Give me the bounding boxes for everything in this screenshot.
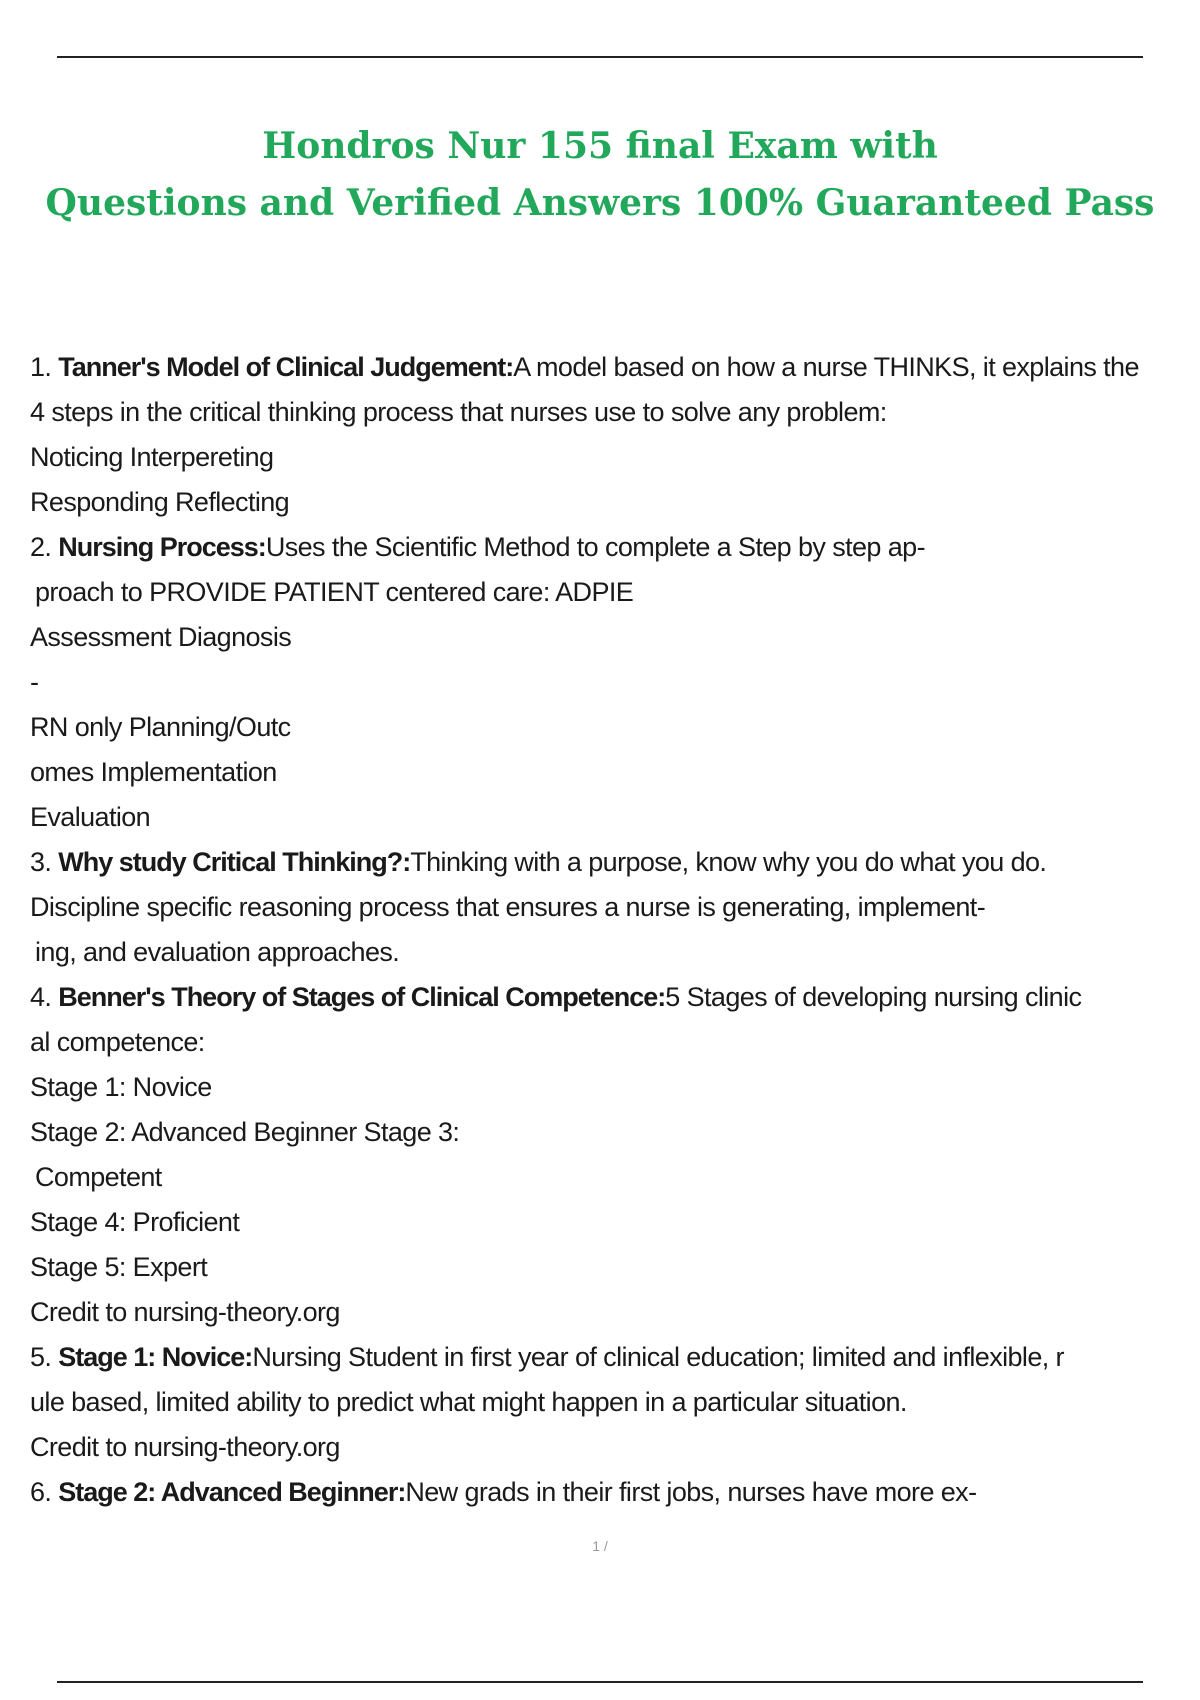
- item-number: 4.: [30, 982, 59, 1012]
- item-line: Credit to nursing-theory.org: [30, 1297, 340, 1327]
- document-title: [0, 118, 1200, 232]
- item-line: Stage 4: Proficient: [30, 1207, 240, 1237]
- item-line: -: [30, 667, 39, 697]
- item-term: Benner's Theory of Stages of Clinical Competence:: [58, 982, 666, 1012]
- item-number: 1.: [30, 352, 59, 382]
- item-3-header: [30, 840, 1180, 885]
- flashcard-list: [30, 345, 1180, 1515]
- page-number: 1 /: [592, 1538, 608, 1554]
- item-term: Tanner's Model of Clinical Judgement:: [58, 352, 514, 382]
- item-line: Evaluation: [30, 802, 151, 832]
- bottom-rule: [57, 1681, 1143, 1683]
- item-term: Nursing Process:: [58, 532, 266, 562]
- item-line: Discipline specific reasoning process that ensures a nurse is generating, implement-: [30, 892, 986, 922]
- item-4-header: [30, 975, 1180, 1020]
- item-line: al competence:: [30, 1027, 205, 1057]
- item-line: RN only Planning/Outc: [30, 712, 291, 742]
- title-line-2: Questions and Verified Answers 100% Guaranteed Pass: [45, 182, 1155, 224]
- item-definition: Uses the Scientific Method to complete a Step by step ap-: [265, 532, 925, 562]
- item-term: Stage 2: Advanced Beginner:: [58, 1477, 406, 1507]
- item-definition: 5 Stages of developing nursing clinic: [665, 982, 1082, 1012]
- item-number: 3.: [30, 847, 59, 877]
- item-line: Competent: [35, 1162, 162, 1192]
- item-definition: A model based on how a nurse THINKS, it explains the: [513, 352, 1139, 382]
- item-definition: Thinking with a purpose, know why you do what you do.: [410, 847, 1047, 877]
- item-line: ing, and evaluation approaches.: [35, 937, 400, 967]
- top-rule: [57, 56, 1143, 58]
- item-line: Responding Reflecting: [30, 487, 290, 517]
- item-line: Stage 5: Expert: [30, 1252, 208, 1282]
- item-number: 5.: [30, 1342, 59, 1372]
- item-line: proach to PROVIDE PATIENT centered care: ADPIE: [35, 577, 634, 607]
- item-term: Stage 1: Novice:: [58, 1342, 253, 1372]
- item-line: Stage 2: Advanced Beginner Stage 3:: [30, 1117, 460, 1147]
- item-number: 6.: [30, 1477, 59, 1507]
- item-definition: Nursing Student in first year of clinical education; limited and inflexible, r: [252, 1342, 1064, 1372]
- item-line: Noticing Interpereting: [30, 442, 274, 472]
- item-6-header: [30, 1470, 1180, 1515]
- item-line: 4 steps in the critical thinking process that nurses use to solve any problem:: [30, 397, 887, 427]
- item-term: Why study Critical Thinking?:: [58, 847, 411, 877]
- item-1-header: [30, 345, 1180, 390]
- title-line-1: Hondros Nur 155 final Exam with: [262, 125, 938, 167]
- item-line: Assessment Diagnosis: [30, 622, 292, 652]
- item-2-header: [30, 525, 1180, 570]
- item-line: Stage 1: Novice: [30, 1072, 212, 1102]
- item-line: ule based, limited ability to predict what might happen in a particular situation.: [30, 1387, 907, 1417]
- item-line: Credit to nursing-theory.org: [30, 1432, 340, 1462]
- item-definition: New grads in their first jobs, nurses have more ex-: [405, 1477, 977, 1507]
- item-number: 2.: [30, 532, 59, 562]
- item-line: omes Implementation: [30, 757, 277, 787]
- item-5-header: [30, 1335, 1180, 1380]
